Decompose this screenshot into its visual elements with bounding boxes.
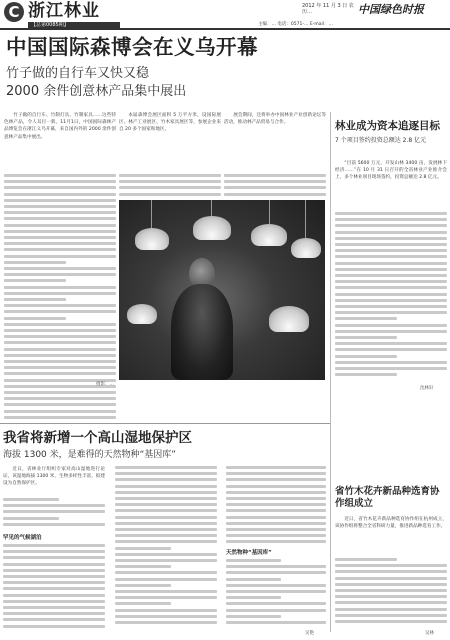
- issue-number: 【总第0085期】: [28, 22, 120, 29]
- side-story-1-text: “目前 5600 万元，开发山林 3400 亩，发展林下经济……”在 10 月 31 日召开的全省林业产业推介会上，多个林业项目现场签约，投资总额达 2.8 亿元。: [335, 161, 447, 181]
- editor-contact: 主编：… 电话：0571-… E-mail：…: [258, 22, 334, 27]
- story-2-headline: 我省将新增一个高山湿地保护区: [3, 430, 192, 446]
- lead-text-col2: 本届森博会展区面积 5 万平方米，设国际展区、林产工业展区、竹木家具展区等，参展企业来自 20 多个国家和地区。: [119, 113, 221, 133]
- side-story-1-byline: 沈林轩: [420, 386, 434, 391]
- story-2-text: 近日，省林业厅组织专家对高山湿地进行论证，该湿地海拔 1300 米，生物多样性丰富，拟建设为自然保护区。: [3, 467, 105, 487]
- lead-headline: 中国国际森博会在义乌开幕: [6, 35, 258, 59]
- lead-subheadline-2: 2000 余件创意林产品集中展出: [6, 84, 187, 99]
- side-story-1-headline: 林业成为资本追逐目标: [335, 120, 440, 132]
- section-divider: [0, 423, 330, 424]
- section-title: 浙江林业: [28, 1, 100, 21]
- section-logo: C: [4, 2, 24, 22]
- story-2-subhead-2: 天然物种“基因库”: [226, 550, 272, 556]
- story-2-subhead-1: 罕见的气候湖泊: [3, 535, 42, 541]
- issue-date: 2012 年 11 月 3 日 农历…: [302, 3, 354, 15]
- column-rule: [330, 112, 331, 632]
- story-2-byline: 吴艳: [305, 631, 314, 636]
- lead-subheadline-1: 竹子做的自行车又快又稳: [6, 66, 150, 81]
- lead-photo: [119, 200, 325, 380]
- masthead: [0, 0, 450, 30]
- side-story-2-text: 近日，省竹木花卉新品种选育协作组在杭州成立，该协作组将整合全省科研力量，推进新品种选育工作。: [335, 517, 447, 530]
- side-story-2-byline: 吴林: [425, 631, 434, 636]
- side-story-1-subheadline: 7 个项目签约投资总额达 2.8 亿元: [335, 137, 427, 144]
- lead-text-col1: 竹子做的自行车、竹制灯具、竹制家具……这些特色林产品，令人耳目一新。11月1日，中国国际森林产品博览会在浙江义乌开幕，来自国内外的 2000 余件创意林产品集中展出。: [4, 113, 116, 140]
- photo-credit: 摄影：…: [96, 382, 114, 387]
- story-2-subheadline: 海拔 1300 米，是难得的天然物种“基因库”: [3, 450, 176, 460]
- side-story-2-headline: 省竹木花卉新品种选育协作组成立: [335, 486, 440, 509]
- lead-text-col3: 展会期间，还将举办中国林业产业创新论坛等活动，推动林产品贸易与合作。: [224, 113, 326, 126]
- newspaper-brand: 中国绿色时报: [358, 3, 424, 16]
